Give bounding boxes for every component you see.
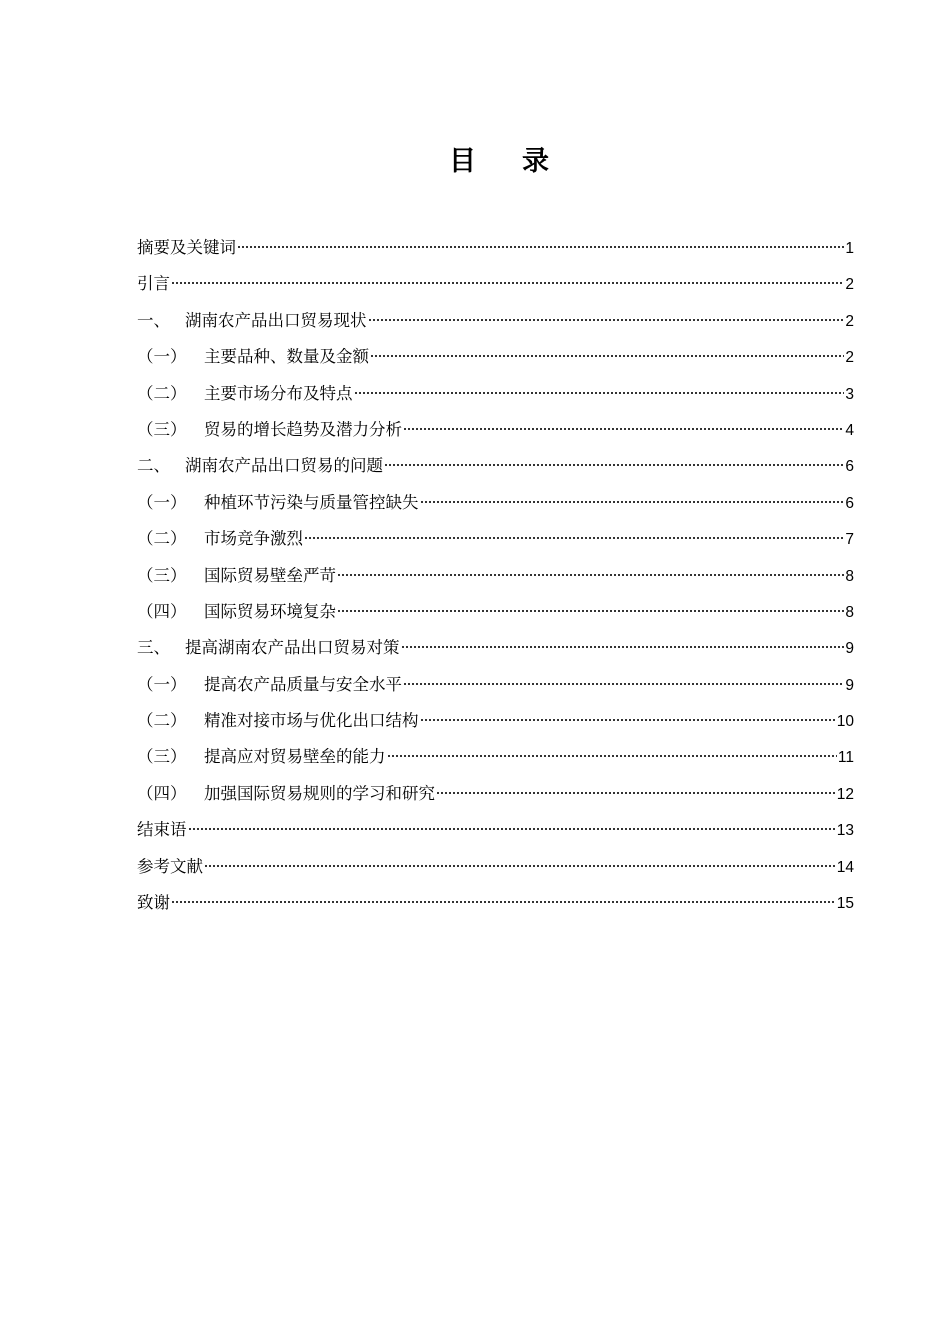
- toc-entry-text: 精准对接市场与优化出口结构: [204, 711, 419, 731]
- toc-entry-number: （三）: [137, 419, 187, 439]
- toc-entry-number: （三）: [137, 747, 187, 767]
- toc-entry[interactable]: [137, 558, 854, 594]
- toc-entry[interactable]: [137, 812, 854, 848]
- toc-dot-leader: [384, 463, 844, 467]
- toc-page-number: 9: [845, 640, 854, 658]
- toc-page-number: 8: [845, 603, 854, 621]
- toc-entry-number: 一、: [137, 310, 170, 330]
- toc-page-number: 9: [845, 676, 854, 694]
- toc-entry[interactable]: [137, 339, 854, 375]
- toc-dot-leader: [188, 827, 836, 831]
- toc-entry-text: 国际贸易壁垒严苛: [204, 565, 336, 585]
- toc-entry[interactable]: [137, 448, 854, 484]
- toc-entry-text: 加强国际贸易规则的学习和研究: [204, 783, 435, 803]
- toc-entry-number: （一）: [137, 347, 187, 367]
- toc-entry-text: 提高湖南农产品出口贸易对策: [185, 638, 400, 658]
- toc-title: [0, 144, 950, 180]
- toc-dot-leader: [387, 754, 837, 758]
- toc-page-number: 1: [845, 240, 854, 257]
- toc-page-number: 2: [845, 312, 854, 330]
- toc-title-char-2: 录: [522, 146, 549, 177]
- toc-entry[interactable]: [137, 667, 854, 703]
- toc-entry[interactable]: [137, 594, 854, 630]
- toc-entry[interactable]: [137, 521, 854, 557]
- toc-page-number: 14: [836, 858, 854, 876]
- toc-page-number: 12: [836, 785, 854, 803]
- toc-entry-text: 提高农产品质量与安全水平: [204, 674, 402, 694]
- toc-page-number: 2: [845, 276, 854, 294]
- toc-entry-text: 贸易的增长趋势及潜力分析: [204, 419, 402, 439]
- toc-entry-text: 湖南农产品出口贸易的问题: [185, 456, 383, 476]
- toc-page-number: 6: [845, 458, 854, 476]
- toc-page-number: 7: [845, 531, 854, 549]
- toc-entry[interactable]: [137, 776, 854, 812]
- toc-dot-leader: [354, 391, 845, 395]
- toc-entry-number: （三）: [137, 565, 187, 585]
- toc-dot-leader: [171, 900, 836, 904]
- toc-entry[interactable]: [137, 885, 854, 921]
- toc-entry-number: （一）: [137, 674, 187, 694]
- toc-page-number: 13: [836, 822, 854, 840]
- toc-entry[interactable]: [137, 412, 854, 448]
- toc-dot-leader: [436, 791, 836, 795]
- toc-page-number: 11: [837, 749, 854, 767]
- toc-page-number: 15: [836, 895, 854, 913]
- toc-dot-leader: [370, 354, 844, 358]
- toc-entry[interactable]: [137, 303, 854, 339]
- toc-title-char-1: 目: [449, 146, 476, 177]
- toc-entry-number: （一）: [137, 492, 187, 512]
- toc-page-number: 6: [845, 494, 854, 512]
- toc-entry[interactable]: [137, 703, 854, 739]
- toc-entry-text: 主要品种、数量及金额: [204, 347, 369, 367]
- toc-entry-number: 二、: [137, 456, 170, 476]
- toc-page-number: 4: [845, 421, 854, 439]
- toc-entry-text: 湖南农产品出口贸易现状: [185, 310, 367, 330]
- toc-entry-text: 主要市场分布及特点: [204, 383, 353, 403]
- toc-entry-text: 结束语: [137, 820, 187, 840]
- toc-dot-leader: [403, 427, 844, 431]
- toc-entry-text: 致谢: [137, 893, 170, 913]
- toc-entry-text: 引言: [137, 274, 170, 294]
- toc-dot-leader: [401, 645, 845, 649]
- toc-dot-leader: [337, 573, 844, 577]
- toc-entry[interactable]: [137, 266, 854, 302]
- toc-entry[interactable]: [137, 485, 854, 521]
- toc-entry-text: 国际贸易环境复杂: [204, 601, 336, 621]
- toc-entry[interactable]: [137, 376, 854, 412]
- toc-entry-text: 提高应对贸易壁垒的能力: [204, 747, 386, 767]
- toc-dot-leader: [403, 682, 844, 686]
- toc-dot-leader: [420, 718, 836, 722]
- toc-page-number: 3: [845, 385, 854, 403]
- toc-entry-number: 三、: [137, 638, 170, 658]
- toc-dot-leader: [237, 245, 844, 249]
- toc-page-number: 2: [845, 349, 854, 367]
- toc-entry[interactable]: [137, 739, 854, 775]
- toc-page-number: 10: [836, 713, 854, 731]
- toc-dot-leader: [304, 536, 844, 540]
- toc-dot-leader: [337, 609, 844, 613]
- toc-entry-text: 摘要及关键词: [137, 238, 236, 257]
- toc-page-number: 8: [845, 567, 854, 585]
- toc-dot-leader: [420, 500, 845, 504]
- toc-list: [137, 230, 854, 921]
- toc-entry[interactable]: [137, 230, 854, 266]
- toc-entry[interactable]: [137, 630, 854, 666]
- toc-entry-text: 市场竞争激烈: [204, 529, 303, 549]
- toc-entry-number: （二）: [137, 711, 187, 731]
- toc-entry-number: （二）: [137, 529, 187, 549]
- toc-entry[interactable]: [137, 849, 854, 885]
- toc-dot-leader: [204, 864, 836, 868]
- toc-entry-number: （四）: [137, 601, 187, 621]
- toc-entry-text: 种植环节污染与质量管控缺失: [204, 492, 419, 512]
- toc-entry-number: （四）: [137, 783, 187, 803]
- toc-entry-text: 参考文献: [137, 856, 203, 876]
- toc-entry-number: （二）: [137, 383, 187, 403]
- toc-dot-leader: [368, 318, 845, 322]
- toc-dot-leader: [171, 281, 844, 285]
